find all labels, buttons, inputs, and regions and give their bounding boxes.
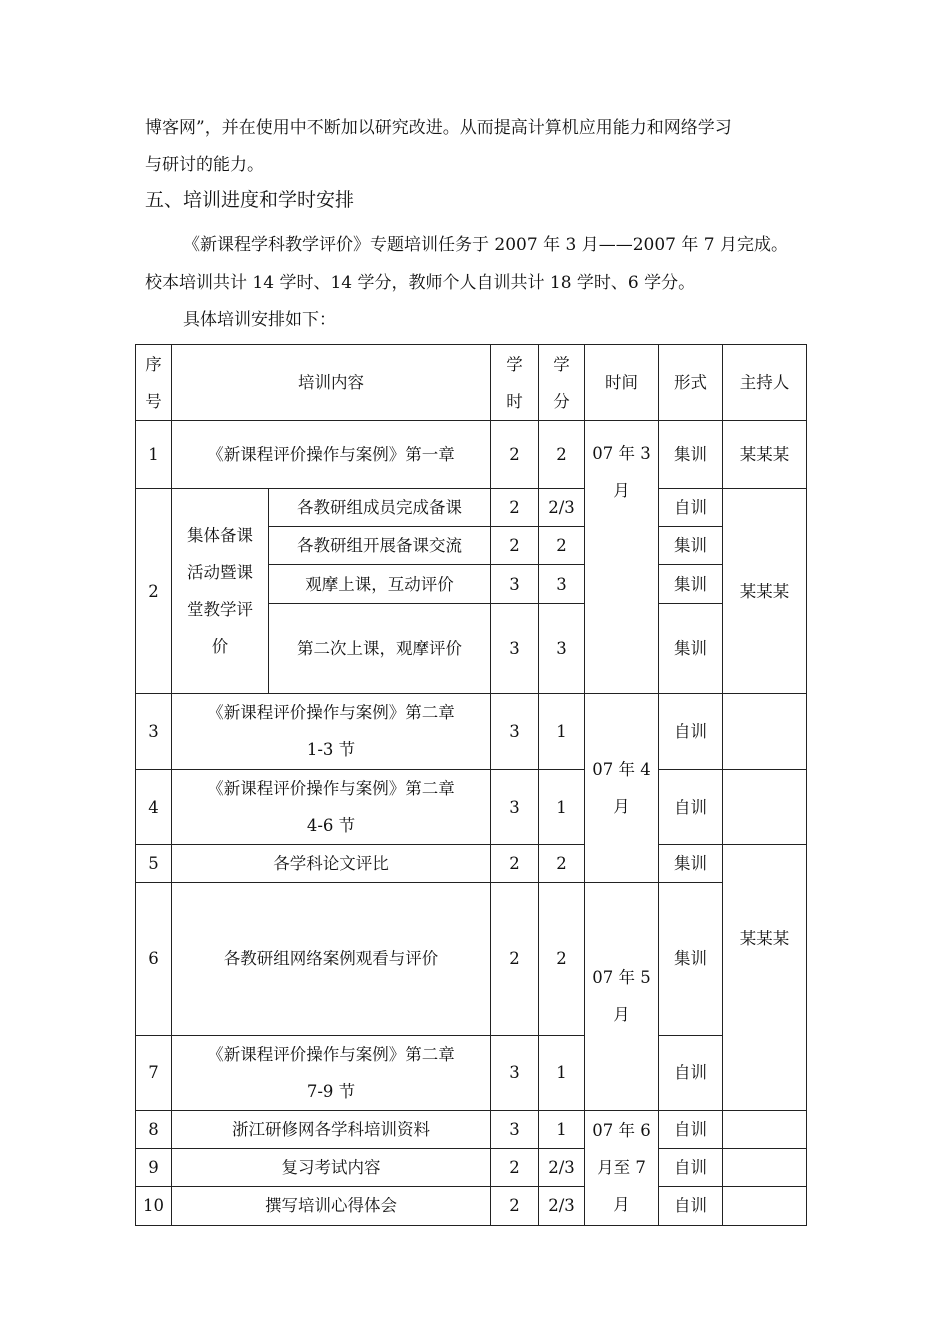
row-hours: 2 [491,527,539,565]
row-credits: 1 [539,769,585,844]
row-seq: 8 [136,1110,172,1148]
row-form: 集训 [659,565,723,603]
row-seq: 3 [136,693,172,769]
row-content: 各教研组网络案例观看与评价 [172,883,491,1035]
intro-line-1: 博客网”，并在使用中不断加以研究改进。从而提高计算机应用能力和网络学习 [145,118,732,138]
row-hours: 2 [491,421,539,489]
header-time: 时间 [585,345,659,421]
time-june-line-3: 月 [613,1195,630,1215]
row-content: 撰写培训心得体会 [172,1186,491,1225]
row-host-empty [723,1110,807,1148]
row-credits: 1 [539,693,585,769]
time-march-line-1: 07 年 3 [592,444,651,464]
header-hours-char-1: 学 [506,354,523,374]
row-host: 某某某 [723,421,807,489]
row-credits: 2 [539,883,585,1035]
section-heading: 五、培训进度和学时安排 [145,189,355,211]
intro-line-2: 与研讨的能力。 [145,155,264,175]
row-seq: 9 [136,1148,172,1186]
header-credits [539,345,585,421]
training-schedule-table [135,344,807,1226]
header-host: 主持人 [723,345,807,421]
row-content: 《新课程评价操作与案例》第一章 [172,421,491,489]
row-credits: 2/3 [539,1186,585,1225]
row-form: 集训 [659,421,723,489]
row-hours: 3 [491,565,539,603]
row-hours: 2 [491,1186,539,1225]
row-content-line-1: 《新课程评价操作与案例》第二章 [207,703,455,723]
row-sub-content: 观摩上课，互动评价 [269,565,491,603]
row-credits: 2/3 [539,1148,585,1186]
table-row [136,1148,807,1186]
header-hours-char-2: 时 [506,391,523,411]
row-content-line-1: 《新课程评价操作与案例》第二章 [207,779,455,798]
header-hours [491,345,539,421]
row-content: 复习考试内容 [172,1148,491,1186]
row-host-empty [723,1186,807,1225]
row-credits: 2 [539,845,585,883]
row-seq: 7 [136,1035,172,1110]
table-row [136,489,807,527]
row-hours: 3 [491,1110,539,1148]
row-host: 某某某 [723,489,807,693]
row-form: 集训 [659,527,723,565]
row-form: 自训 [659,1110,723,1148]
table-row [136,1186,807,1225]
row-content [172,769,491,844]
time-may-line-1: 07 年 5 [592,968,651,988]
row-seq: 1 [136,421,172,489]
row-content: 浙江研修网各学科培训资料 [172,1110,491,1148]
row-form: 集训 [659,845,723,883]
row-credits: 1 [539,1110,585,1148]
row-sub-content: 各教研组开展备课交流 [269,527,491,565]
table-row [136,845,807,883]
header-seq [136,345,172,421]
row-content-line-2: 7-9 节 [306,1081,356,1101]
row-content [172,1035,491,1110]
row-hours: 3 [491,693,539,769]
time-april-line-2: 月 [613,796,630,816]
row-credits: 1 [539,1035,585,1110]
header-form: 形式 [659,345,723,421]
time-march-line-2: 月 [613,481,630,501]
row-host-empty [723,693,807,769]
row-sub-content: 各教研组成员完成备课 [269,489,491,527]
schedule-paragraph-line-1: 《新课程学科教学评价》专题培训任务于 2007 年 3 月——2007 年 7 月完成。 [183,235,788,255]
row-form: 自训 [659,769,723,844]
time-may-line-2: 月 [613,1005,630,1025]
row-hours: 2 [491,489,539,527]
row-group-content: 集体备课活动暨课堂教学评价 [172,489,269,693]
time-april [585,693,659,882]
row-content [172,693,491,769]
row-credits: 2 [539,421,585,489]
row-form: 集训 [659,603,723,693]
row-hours: 3 [491,1035,539,1110]
row-seq: 4 [136,769,172,844]
header-content: 培训内容 [172,345,491,421]
row-form: 自训 [659,1035,723,1110]
row-hours: 2 [491,883,539,1035]
row-hours: 2 [491,845,539,883]
table-row [136,693,807,769]
row-credits: 3 [539,565,585,603]
row-hours: 3 [491,603,539,693]
time-june-line-1: 07 年 6 [592,1121,651,1141]
time-may [585,883,659,1111]
row-form: 自训 [659,1148,723,1186]
row-form: 自训 [659,1186,723,1225]
table-row [136,769,807,844]
row-host-empty [723,1148,807,1186]
schedule-paragraph-line-2: 校本培训共计 14 学时、14 学分，教师个人自训共计 18 学时、6 学分。 [145,273,696,293]
row-seq: 5 [136,845,172,883]
time-june-line-2: 月至 7 [597,1158,646,1178]
row-seq: 2 [136,489,172,693]
row-seq: 6 [136,883,172,1035]
row-hours: 2 [491,1148,539,1186]
table-row [136,883,807,1035]
time-june-july [585,1110,659,1225]
row-host: 某某某 [723,845,807,1111]
row-host-empty [723,769,807,844]
time-march [585,421,659,694]
header-seq-char-2: 号 [145,391,162,411]
header-credits-char-2: 分 [553,391,570,411]
header-seq-char-1: 序 [145,354,162,374]
row-form: 集训 [659,883,723,1035]
header-credits-char-1: 学 [553,354,570,374]
row-seq: 10 [136,1186,172,1225]
time-april-line-1: 07 年 4 [592,759,651,779]
schedule-intro-text: 具体培训安排如下： [183,310,336,330]
table-row [136,421,807,489]
row-credits: 2 [539,527,585,565]
row-content: 各学科论文评比 [172,845,491,883]
table-row [136,1110,807,1148]
row-hours: 3 [491,769,539,844]
row-credits: 3 [539,603,585,693]
row-content-line-2: 1-3 节 [306,740,356,760]
row-content-line-2: 4-6 节 [306,816,356,835]
table-header-row [136,345,807,421]
row-credits: 2/3 [539,489,585,527]
row-sub-content: 第二次上课，观摩评价 [269,603,491,693]
row-form: 自训 [659,693,723,769]
table-row [136,1035,807,1110]
row-form: 自训 [659,489,723,527]
row-content-line-1: 《新课程评价操作与案例》第二章 [207,1044,455,1064]
